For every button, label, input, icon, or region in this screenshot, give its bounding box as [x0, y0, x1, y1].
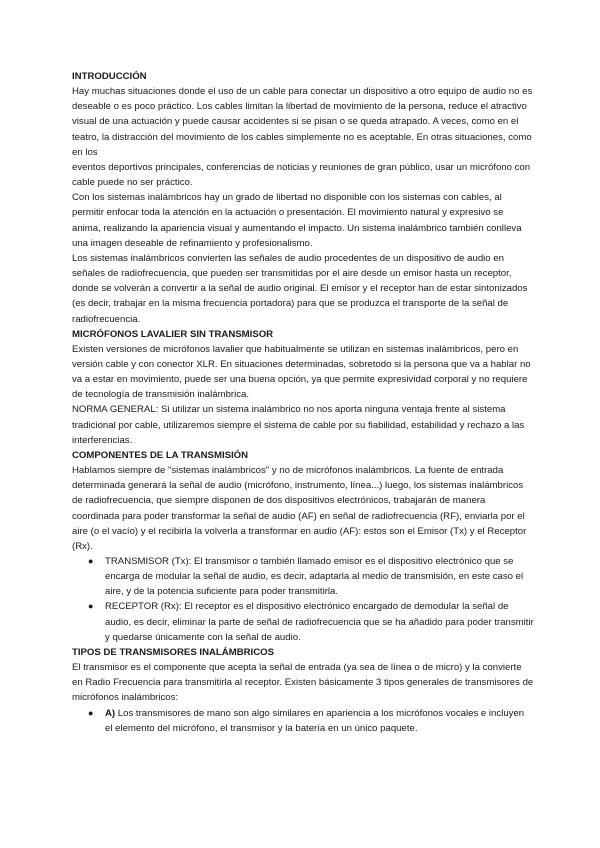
- lavalier-paragraph-1: Existen versiones de micrófonos lavalier que habitualmente se utilizan en sistemas inalámbricos, pero en versión cable y con conector XLR. En situaciones determinadas, sobretodo si la persona que va a hablar no va a estar en movimiento, puede ser una buena opción, ya que permite expresividad corporal y no requiere de tecnología de transmisión inalámbrica.: [72, 343, 531, 401]
- list-item-text: TRANSMISOR (Tx): El transmisor o también llamado emisor es el dispositivo electrónico que se encarga de modular la señal de audio, es decir, adaptarla al medio de transmisión, en este caso el aire, y de la potencia suficiente para poder transmitirla.: [105, 556, 524, 598]
- bullet-icon: ●: [88, 556, 94, 566]
- lavalier-paragraph-2: NORMA GENERAL: Si utilizar un sistema inalámbrico no nos aporta ninguna ventaja frente al sistema tradicional por cable, utilizaremos siempre el sistema de cable por su fiabilidad, estabilidad y rechazo a las interferencias.: [72, 404, 525, 446]
- list-item-text: Los transmisores de mano son algo similares en apariencia a los micrófonos vocales e incluyen el elemento del micrófono, el transmisor y la batería en un único paquete.: [105, 707, 525, 734]
- intro-paragraph-4: Los sistemas inalámbricos convierten las señales de audio procedentes de un dispositivo de audio en señales de radiofrecuencia, que pueden ser transmitidas por el aire desde un emisor hasta un receptor, donde se volverán a convertir a la señal de audio original. El emisor y el receptor han de estar sintonizados (es decir, trabajar en la misma frecuencia portadora) para que se produzca el transporte de la señal de radiofrecuencia.: [72, 252, 528, 325]
- tipos-heading: TIPOS DE TRANSMISORES INALÁMBRICOS: [72, 646, 275, 658]
- intro-paragraph-1: Hay muchas situaciones donde el uso de un cable para conectar un dispositivo a otro equipo de audio no es deseable o es poco práctico. Los cables limitan la libertad de movimiento de la persona, reduce el atractivo visual de una actuación y puede causar accidentes si se pisan o se queda atrapado. A veces, como en el teatro, la distracción del movimiento de los cables simplemente no es aceptable. En otras situaciones, como en los: [72, 86, 533, 158]
- lavalier-heading: MICRÓFONOS LAVALIER SIN TRANSMISOR: [72, 328, 274, 340]
- list-item-transmisores-mano: [72, 706, 534, 736]
- componentes-paragraph-1: Hablamos siempre de "sistemas inalámbricos" y no de micrófonos inalámbricos. La fuente de entrada determinada generará la señal de audio (micrófono, instrumento, línea...) luego, los sistemas inalámbricos de radiofrecuencia, que siempre disponen de dos dispositivos electrónicos, trabajarán de manera coordinada para poder transformar la señal de audio (AF) en señal de radiofrecuencia (RF), enviarla por el aire (o el vacío) y el recibirla la volverla a transformar en audio (AF): estos son el Emisor (Tx) y el Receptor (Rx).: [72, 465, 527, 552]
- list-item-label: A): [105, 707, 116, 719]
- document-page: [72, 69, 534, 736]
- intro-heading: INTRODUCCIÓN: [72, 71, 147, 82]
- componentes-heading: COMPONENTES DE LA TRANSMISIÓN: [72, 449, 249, 461]
- tipos-paragraph-1: El transmisor es el componente que acepta la señal de entrada (ya sea de línea o de micro) y la convierte en Radio Frecuencia para transmitirla al receptor. Existen básicamente 3 tipos generales de transmisores de micrófonos inalámbricos:: [72, 662, 534, 704]
- intro-paragraph-2: eventos deportivos principales, conferencias de noticias y reuniones de gran público, usar un micrófono con cable puede no ser práctico.: [72, 161, 531, 189]
- list-item-transmisor: [72, 554, 534, 599]
- list-item-receptor: [72, 599, 534, 644]
- bullet-icon: ●: [88, 601, 94, 612]
- list-item-text: RECEPTOR (Rx): El receptor es el dispositivo electrónico encargado de demodular la señal de audio, es decir, eliminar la parte de señal de radiofrecuencia que se ha añadido para poder transmitir y quedarse únicamente con la señal de audio.: [105, 601, 534, 643]
- bullet-icon: ●: [88, 707, 94, 718]
- intro-paragraph-3: Con los sistemas inalámbricos hay un grado de libertad no disponible con los sistemas con cables, al permitir enfocar toda la atención en la actuación o presentación. El movimiento natural y expresivo se anima, realizando la apariencia visual y aumentando el impacto. Un sistema inalámbrico también conlleva una imagen deseable de refinamiento y profesionalismo.: [72, 192, 522, 249]
